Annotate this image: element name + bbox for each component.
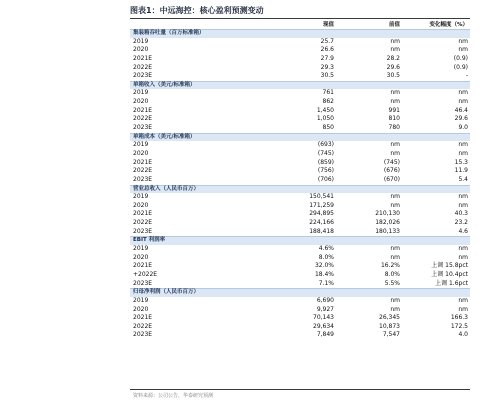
current-value-cell: 25.7: [320, 37, 334, 45]
previous-value-cell: 10,873: [379, 322, 400, 330]
previous-value-cell: nm: [390, 46, 400, 54]
previous-value-cell: 30.5: [386, 72, 400, 80]
previous-value-cell: 182,026: [375, 219, 400, 227]
current-value-cell: 6,690: [316, 296, 334, 304]
section-label: 归母净利润（人民币百万）: [133, 289, 200, 296]
change-cell: 40.3: [454, 210, 468, 218]
table-header: [130, 19, 470, 29]
previous-value-cell: nm: [390, 296, 400, 304]
change-cell: nm: [458, 245, 468, 253]
change-cell: nm: [458, 141, 468, 149]
section-label: 单箱成本（美元/标准箱）: [133, 133, 196, 140]
change-cell: (0.9): [453, 63, 468, 71]
previous-value-cell: (745): [383, 158, 400, 166]
current-value-cell: 761: [322, 89, 334, 97]
change-cell: nm: [458, 253, 468, 261]
previous-value-cell: 26,345: [379, 314, 400, 322]
change-cell: 166.3: [450, 314, 468, 322]
previous-value-cell: nm: [390, 37, 400, 45]
current-value-cell: 1,050: [316, 115, 334, 123]
year-cell: 2019: [133, 89, 149, 97]
source-note: 资料来源：公司公告，华泰研究预测: [133, 393, 214, 399]
year-cell: 2022E: [133, 219, 153, 227]
table-row: [130, 219, 470, 228]
year-cell: 2021E: [133, 210, 153, 218]
current-value-cell: 9,927: [316, 305, 334, 313]
year-cell: 2020: [133, 253, 149, 261]
change-cell: 9.0: [458, 124, 468, 132]
section-header: [130, 29, 470, 38]
table-row: [130, 280, 470, 289]
table-row: [130, 38, 470, 47]
current-value-cell: (859): [317, 158, 334, 166]
table-row: [130, 115, 470, 124]
year-cell: 2019: [133, 193, 149, 201]
previous-value-cell: 28.2: [386, 54, 400, 62]
table-row: [130, 271, 470, 280]
year-cell: 2023E: [133, 227, 153, 235]
year-cell: 2021E: [133, 158, 153, 166]
current-value-cell: 30.5: [320, 72, 334, 80]
table-row: [130, 245, 470, 254]
header-previous: 前值: [388, 22, 400, 28]
change-cell: 23.2: [454, 219, 468, 227]
current-value-cell: 7.1%: [318, 279, 334, 287]
previous-value-cell: 810: [388, 115, 400, 123]
table-row: [130, 150, 470, 159]
section-label: EBIT 利润率: [133, 237, 166, 244]
previous-value-cell: 5.5%: [384, 279, 400, 287]
current-value-cell: 188,418: [309, 227, 334, 235]
current-value-cell: 850: [322, 124, 334, 132]
header-current: 现值: [322, 22, 334, 28]
table-row: [130, 254, 470, 263]
year-cell: 2019: [133, 245, 149, 253]
current-value-cell: 294,895: [309, 210, 334, 218]
change-cell: 4.6: [458, 227, 468, 235]
change-cell: nm: [458, 193, 468, 201]
year-cell: 2019: [133, 37, 149, 45]
year-cell: 2022E: [133, 115, 153, 123]
table-row: [130, 331, 470, 340]
year-cell: +2022E: [133, 270, 158, 278]
current-value-cell: 26.6: [320, 46, 334, 54]
table-row: [130, 193, 470, 202]
previous-value-cell: 8.0%: [384, 270, 400, 278]
year-cell: 2023E: [133, 279, 153, 287]
current-value-cell: (706): [317, 175, 334, 183]
change-cell: (0.9): [453, 54, 468, 62]
current-value-cell: 27.9: [320, 54, 334, 62]
year-cell: 2023E: [133, 175, 153, 183]
table-row: [130, 72, 470, 81]
table-row: [130, 107, 470, 116]
previous-value-cell: nm: [390, 245, 400, 253]
current-value-cell: (745): [317, 149, 334, 157]
previous-value-cell: 180,133: [375, 227, 400, 235]
current-value-cell: 29,634: [313, 322, 334, 330]
current-value-cell: 18.4%: [314, 270, 334, 278]
section-label: 营业总收入（人民币百万）: [133, 185, 200, 192]
previous-value-cell: nm: [390, 89, 400, 97]
previous-value-cell: 16.2%: [380, 262, 400, 270]
year-cell: 2019: [133, 296, 149, 304]
year-cell: 2023E: [133, 72, 153, 80]
current-value-cell: 4.6%: [318, 245, 334, 253]
table-row: [130, 64, 470, 73]
current-value-cell: 150,541: [309, 193, 334, 201]
current-value-cell: 8.0%: [318, 253, 334, 261]
bottom-rule: [130, 389, 470, 390]
previous-value-cell: 210,130: [375, 210, 400, 218]
current-value-cell: 224,166: [309, 219, 334, 227]
section-header: [130, 133, 470, 142]
year-cell: 2020: [133, 305, 149, 313]
table-row: [130, 46, 470, 55]
change-cell: nm: [458, 149, 468, 157]
year-cell: 2020: [133, 98, 149, 106]
year-cell: 2021E: [133, 262, 153, 270]
previous-value-cell: (670): [383, 175, 400, 183]
table-row: [130, 228, 470, 237]
change-cell: 15.3: [454, 158, 468, 166]
current-value-cell: (756): [317, 167, 334, 175]
previous-value-cell: nm: [390, 149, 400, 157]
previous-value-cell: 991: [388, 106, 400, 114]
previous-value-cell: nm: [390, 305, 400, 313]
previous-value-cell: nm: [390, 201, 400, 209]
table-row: [130, 159, 470, 168]
previous-value-cell: 780: [388, 124, 400, 132]
current-value-cell: 32.0%: [314, 262, 334, 270]
previous-value-cell: 7,547: [382, 331, 400, 339]
table-row: [130, 297, 470, 306]
year-cell: 2021E: [133, 106, 153, 114]
change-cell: nm: [458, 46, 468, 54]
year-cell: 2020: [133, 149, 149, 157]
year-cell: 2022E: [133, 167, 153, 175]
previous-value-cell: nm: [390, 98, 400, 106]
table-row: [130, 210, 470, 219]
year-cell: 2020: [133, 201, 149, 209]
forecast-table: [130, 29, 470, 340]
section-header: [130, 81, 470, 90]
year-cell: 2023E: [133, 124, 153, 132]
table-row: [130, 202, 470, 211]
year-cell: 2023E: [133, 331, 153, 339]
header-change: 变化幅度（%）: [429, 22, 468, 28]
table-row: [130, 167, 470, 176]
previous-value-cell: nm: [390, 253, 400, 261]
table-row: [130, 124, 470, 133]
change-cell: -: [465, 72, 468, 80]
previous-value-cell: 29.6: [386, 63, 400, 71]
table-row: [130, 98, 470, 107]
previous-value-cell: nm: [390, 141, 400, 149]
section-header: [130, 236, 470, 245]
year-cell: 2021E: [133, 54, 153, 62]
current-value-cell: 862: [322, 98, 334, 106]
section-label: 单箱收入（美元/标准箱）: [133, 81, 196, 88]
change-cell: nm: [458, 201, 468, 209]
change-cell: 上调 1.6pct: [435, 279, 468, 287]
change-cell: 上调 10.4pct: [431, 270, 468, 278]
change-cell: 46.4: [454, 106, 468, 114]
table-row: [130, 306, 470, 315]
section-header: [130, 185, 470, 194]
year-cell: 2019: [133, 141, 149, 149]
current-value-cell: 7,849: [316, 331, 334, 339]
current-value-cell: (693): [317, 141, 334, 149]
change-cell: 29.6: [454, 115, 468, 123]
change-cell: 172.5: [450, 322, 468, 330]
section-label: 集装箱吞吐量（百万标准箱）: [133, 30, 205, 36]
year-cell: 2020: [133, 46, 149, 54]
current-value-cell: 70,143: [313, 314, 334, 322]
table-row: [130, 314, 470, 323]
year-cell: 2022E: [133, 63, 153, 71]
figure-title: 图表1：中远海控：核心盈利预测变动: [130, 6, 264, 15]
table-row: [130, 176, 470, 185]
current-value-cell: 1,450: [316, 106, 334, 114]
change-cell: nm: [458, 305, 468, 313]
change-cell: nm: [458, 89, 468, 97]
current-value-cell: 171,259: [309, 201, 334, 209]
table-row: [130, 262, 470, 271]
change-cell: 4.0: [458, 331, 468, 339]
section-header: [130, 288, 470, 297]
table-row: [130, 89, 470, 98]
change-cell: nm: [458, 98, 468, 106]
previous-value-cell: (676): [383, 167, 400, 175]
change-cell: nm: [458, 296, 468, 304]
change-cell: 11.9: [454, 167, 468, 175]
table-row: [130, 141, 470, 150]
change-cell: nm: [458, 37, 468, 45]
current-value-cell: 29.3: [320, 63, 334, 71]
previous-value-cell: nm: [390, 193, 400, 201]
change-cell: 5.4: [458, 175, 468, 183]
year-cell: 2021E: [133, 314, 153, 322]
table-row: [130, 323, 470, 332]
table-row: [130, 55, 470, 64]
year-cell: 2022E: [133, 322, 153, 330]
change-cell: 上调 15.8pct: [431, 262, 468, 270]
